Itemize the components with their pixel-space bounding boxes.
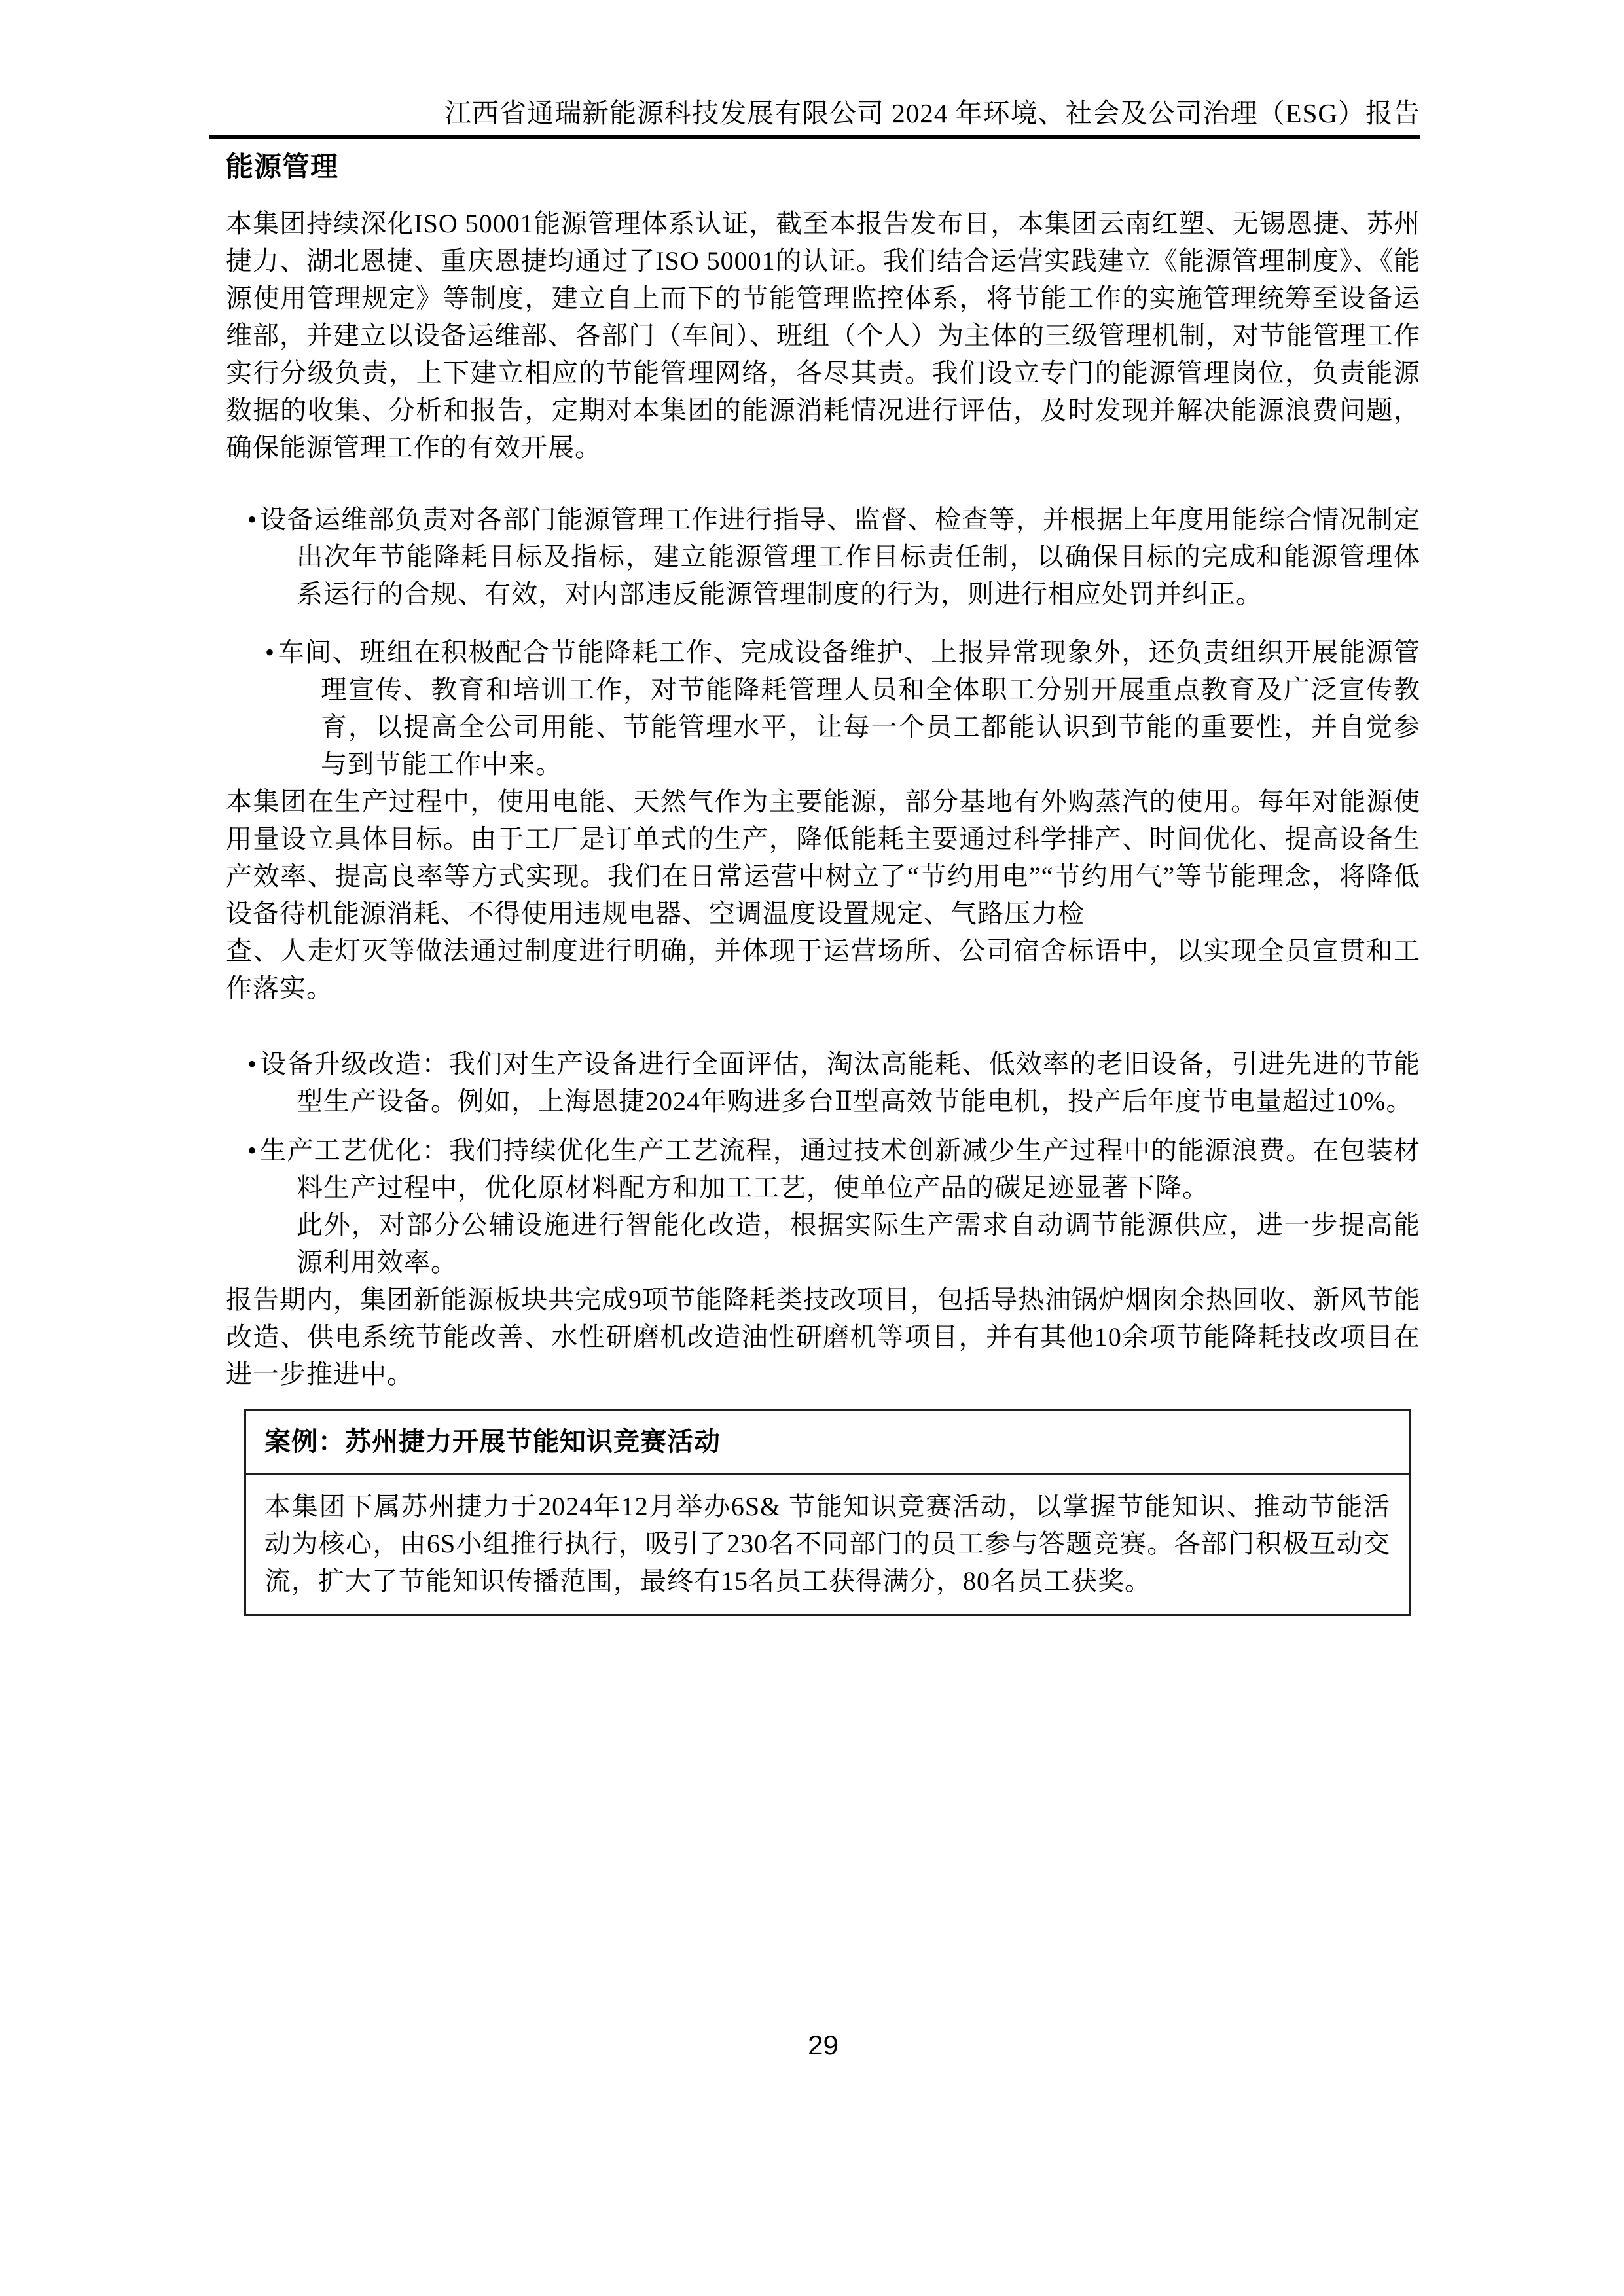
list-item-equipment-upgrade: [226, 1045, 1420, 1120]
page-number: 29: [808, 2030, 839, 2060]
section-title: 能源管理: [226, 152, 339, 183]
list-item-text: 设备升级改造：我们对生产设备进行全面评估，淘汰高能耗、低效率的老旧设备，引进先进的节能型生产设备。例如，上海恩捷2024年购进多台Ⅱ型高效节能电机，投产后年度节电量超过10%。: [260, 1049, 1420, 1116]
page-header: [209, 97, 1420, 139]
bullet-icon: •: [247, 505, 258, 534]
case-study-title: 案例：苏州捷力开展节能知识竞赛活动: [246, 1411, 1409, 1475]
paragraph-energy-practices: 查、人走灯灭等做法通过制度进行明确，并体现于运营场所、公司宿舍标语中，以实现全员宣贯和工作落实。: [226, 936, 1420, 1003]
bullet-icon: •: [247, 1049, 258, 1079]
list-item-text: 设备运维部负责对各部门能源管理工作进行指导、监督、检查等，并根据上年度用能综合情况制定出次年节能降耗目标及指标，建立能源管理工作目标责任制，以确保目标的完成和能源管理体系运行的合规、有效，对内部违反能源管理制度的行为，则进行相应处罚并纠正。: [260, 505, 1420, 609]
page-content: [226, 149, 1420, 1616]
list-item-equipment-ops: [226, 501, 1420, 613]
report-header-title: 江西省通瑞新能源科技发展有限公司 2024 年环境、社会及公司治理（ESG）报告: [444, 98, 1420, 128]
bullet-icon: •: [265, 637, 276, 667]
case-study-body: 本集团下属苏州捷力于2024年12月举办6S& 节能知识竞赛活动，以掌握节能知识、推动节能活动为核心，由6S小组推行执行，吸引了230名不同部门的员工参与答题竞赛。各部门积极互动交流，扩大了节能知识传播范围，最终有15名员工获得满分，80名员工获奖。: [264, 1492, 1390, 1596]
list-item-text: 生产工艺优化：我们持续优化生产工艺流程，通过技术创新减少生产过程中的能源浪费。在包装材料生产过程中，优化原材料配方和加工工艺，使单位产品的碳足迹显著下降。: [260, 1136, 1420, 1202]
paragraph-retrofit-projects: 报告期内，集团新能源板块共完成9项节能降耗类技改项目，包括导热油锅炉烟囱余热回收、新风节能改造、供电系统节能改善、水性研磨机改造油性研磨机等项目，并有其他10余项节能降耗技改项目在进一步推进中。: [226, 1285, 1420, 1389]
list-item-workshop-teams: [226, 634, 1420, 783]
list-item-continuation: 此外，对部分公辅设施进行智能化改造，根据实际生产需求自动调节能源供应，进一步提高能源利用效率。: [297, 1210, 1420, 1277]
paragraph-energy-sources: 本集团在生产过程中，使用电能、天然气作为主要能源，部分基地有外购蒸汽的使用。每年对能源使用量设立具体目标。由于工厂是订单式的生产，降低能耗主要通过科学排产、时间优化、提高设备生产效率、提高良率等方式实现。我们在日常运营中树立了“节约用电”“节约用气”等节能理念，将降低设备待机能源消耗、不得使用违规电器、空调温度设置规定、气路压力检: [226, 787, 1420, 928]
case-study-box: [244, 1409, 1411, 1616]
list-item-text: 车间、班组在积极配合节能降耗工作、完成设备维护、上报异常现象外，还负责组织开展能源管理宣传、教育和培训工作，对节能降耗管理人员和全体职工分别开展重点教育及广泛宣传教育，以提高全公司用能、节能管理水平，让每一个员工都能认识到节能的重要性，并自觉参与到节能工作中来。: [278, 637, 1420, 779]
bullet-icon: •: [247, 1136, 258, 1165]
page-footer: [226, 2029, 1420, 2062]
paragraph-iso-certification: 本集团持续深化ISO 50001能源管理体系认证，截至本报告发布日，本集团云南红塑、无锡恩捷、苏州捷力、湖北恩捷、重庆恩捷均通过了ISO 50001的认证。我们结合运营实践建立《能源管理制度》、《能源使用管理规定》等制度，建立自上而下的节能管理监控体系，将节能工作的实施管理统筹至设备运维部，并建立以设备运维部、各部门（车间）、班组（个人）为主体的三级管理机制，对节能管理工作实行分级负责，上下建立相应的节能管理网络，各尽其责。我们设立专门的能源管理岗位，负责能源数据的收集、分析和报告，定期对本集团的能源消耗情况进行评估，及时发现并解决能源浪费问题，确保能源管理工作的有效开展。: [226, 209, 1420, 462]
list-item-process-optimization: [226, 1132, 1420, 1281]
